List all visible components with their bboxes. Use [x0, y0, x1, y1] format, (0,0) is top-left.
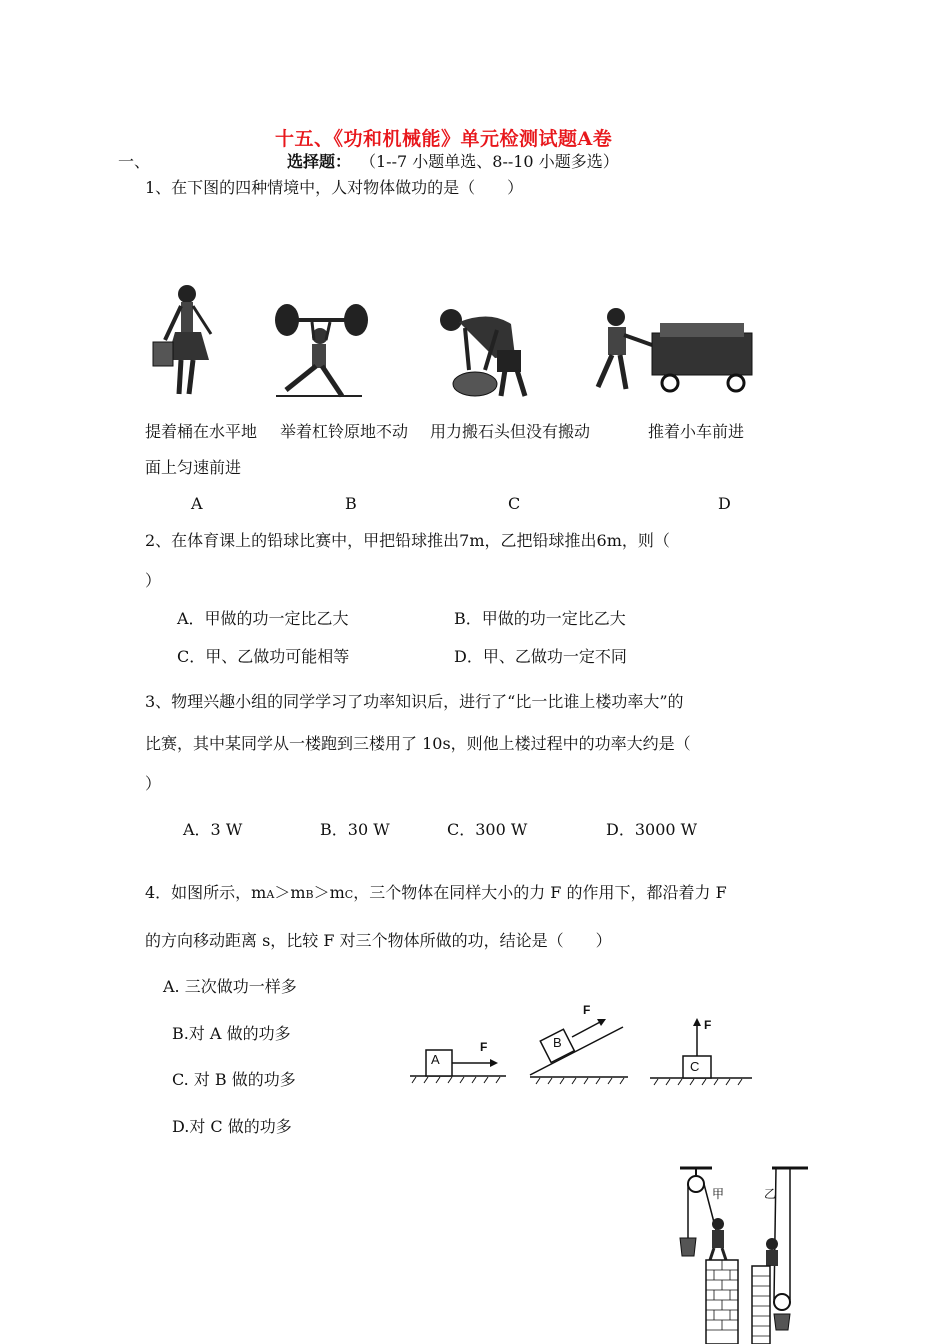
q1-letter-c: C	[508, 494, 521, 513]
q4-gt1: ＞m	[274, 883, 306, 902]
q2-stem-line1: 2、在体育课上的铅球比赛中，甲把铅球推出7m，乙把铅球推出6m，则（	[145, 531, 670, 550]
q4-sub-c: C	[344, 888, 354, 901]
q1-figure-d-pushing-cart	[590, 305, 760, 400]
q2-stem-line2: ）	[145, 571, 162, 590]
q4-label-block-b: B	[553, 1035, 562, 1050]
q1-caption-b: 举着杠铃原地不动	[280, 422, 409, 441]
q5-label-jia: 甲	[712, 1187, 725, 1201]
q4-figure-block-c	[648, 1012, 754, 1087]
section-number: 一、	[118, 152, 151, 171]
q4-option-b: B.对 A 做的功多	[172, 1024, 291, 1043]
q5-label-yi: 乙	[764, 1187, 777, 1201]
q4-stem-part1: 4．如图所示，m	[145, 883, 267, 902]
q1-caption-a-line2: 面上匀速前进	[145, 458, 242, 477]
q2-option-a: A．甲做的功一定比乙大	[177, 609, 349, 628]
q4-label-force-b: F	[583, 1003, 591, 1017]
q4-sub-a: A	[266, 888, 275, 901]
q1-figure-a-woman-carrying-bucket	[145, 282, 230, 402]
q1-caption-a-line1: 提着桶在水平地	[145, 422, 258, 441]
q4-label-force-a: F	[480, 1040, 488, 1054]
q4-figure-block-a	[408, 1040, 508, 1085]
section-note: （1--7 小题单选、8--10 小题多选）	[360, 152, 619, 171]
q3-stem-line2: 比赛，其中某同学从一楼跑到三楼用了 10s，则他上楼过程中的功率大约是（	[145, 734, 691, 753]
q4-stem-part2: ，三个物体在同样大小的力 F 的作用下，都沿着力 F	[353, 883, 727, 902]
q3-option-a: A．3 W	[183, 820, 243, 839]
q4-stem-line2: 的方向移动距离 s，比较 F 对三个物体所做的功，结论是（ ）	[145, 931, 612, 950]
q4-option-a: A. 三次做功一样多	[163, 977, 297, 996]
q5-figure-pulleys	[672, 1160, 822, 1344]
q1-caption-d: 推着小车前进	[648, 422, 745, 441]
page-title: 十五、《功和机械能》单元检测试题A卷	[275, 128, 613, 150]
q2-option-d: D．甲、乙做功一定不同	[454, 647, 627, 666]
q3-option-d: D．3000 W	[606, 820, 698, 839]
q4-gt2: ＞m	[313, 883, 345, 902]
q3-stem-line1: 3、物理兴趣小组的同学学习了功率知识后，进行了“比一比谁上楼功率大”的	[145, 692, 684, 711]
q4-figure-block-b	[528, 1005, 633, 1085]
q1-figure-c-lifting-stone	[435, 300, 535, 400]
q1-figure-b-weightlifter	[272, 300, 372, 400]
section-label: 选择题：	[287, 152, 352, 171]
q1-letter-b: B	[345, 494, 357, 513]
q4-option-c: C. 对 B 做的功多	[172, 1070, 296, 1089]
q1-caption-c: 用力搬石头但没有搬动	[430, 422, 591, 441]
q4-stem-line1	[145, 883, 727, 905]
q1-stem: 1、在下图的四种情境中，人对物体做功的是（ ）	[145, 178, 524, 197]
q4-label-block-a: A	[431, 1052, 440, 1067]
q3-option-b: B．30 W	[320, 820, 390, 839]
q4-option-d: D.对 C 做的功多	[172, 1117, 292, 1136]
q2-option-b: B．甲做的功一定比乙大	[454, 609, 626, 628]
q2-option-c: C．甲、乙做功可能相等	[177, 647, 350, 666]
q4-label-force-c: F	[704, 1018, 712, 1032]
q4-label-block-c: C	[690, 1059, 700, 1074]
q3-stem-line3: ）	[145, 774, 162, 793]
q4-sub-b: B	[305, 888, 314, 901]
q1-letter-d: D	[718, 494, 731, 513]
q3-option-c: C．300 W	[447, 820, 528, 839]
q1-letter-a: A	[191, 494, 203, 513]
